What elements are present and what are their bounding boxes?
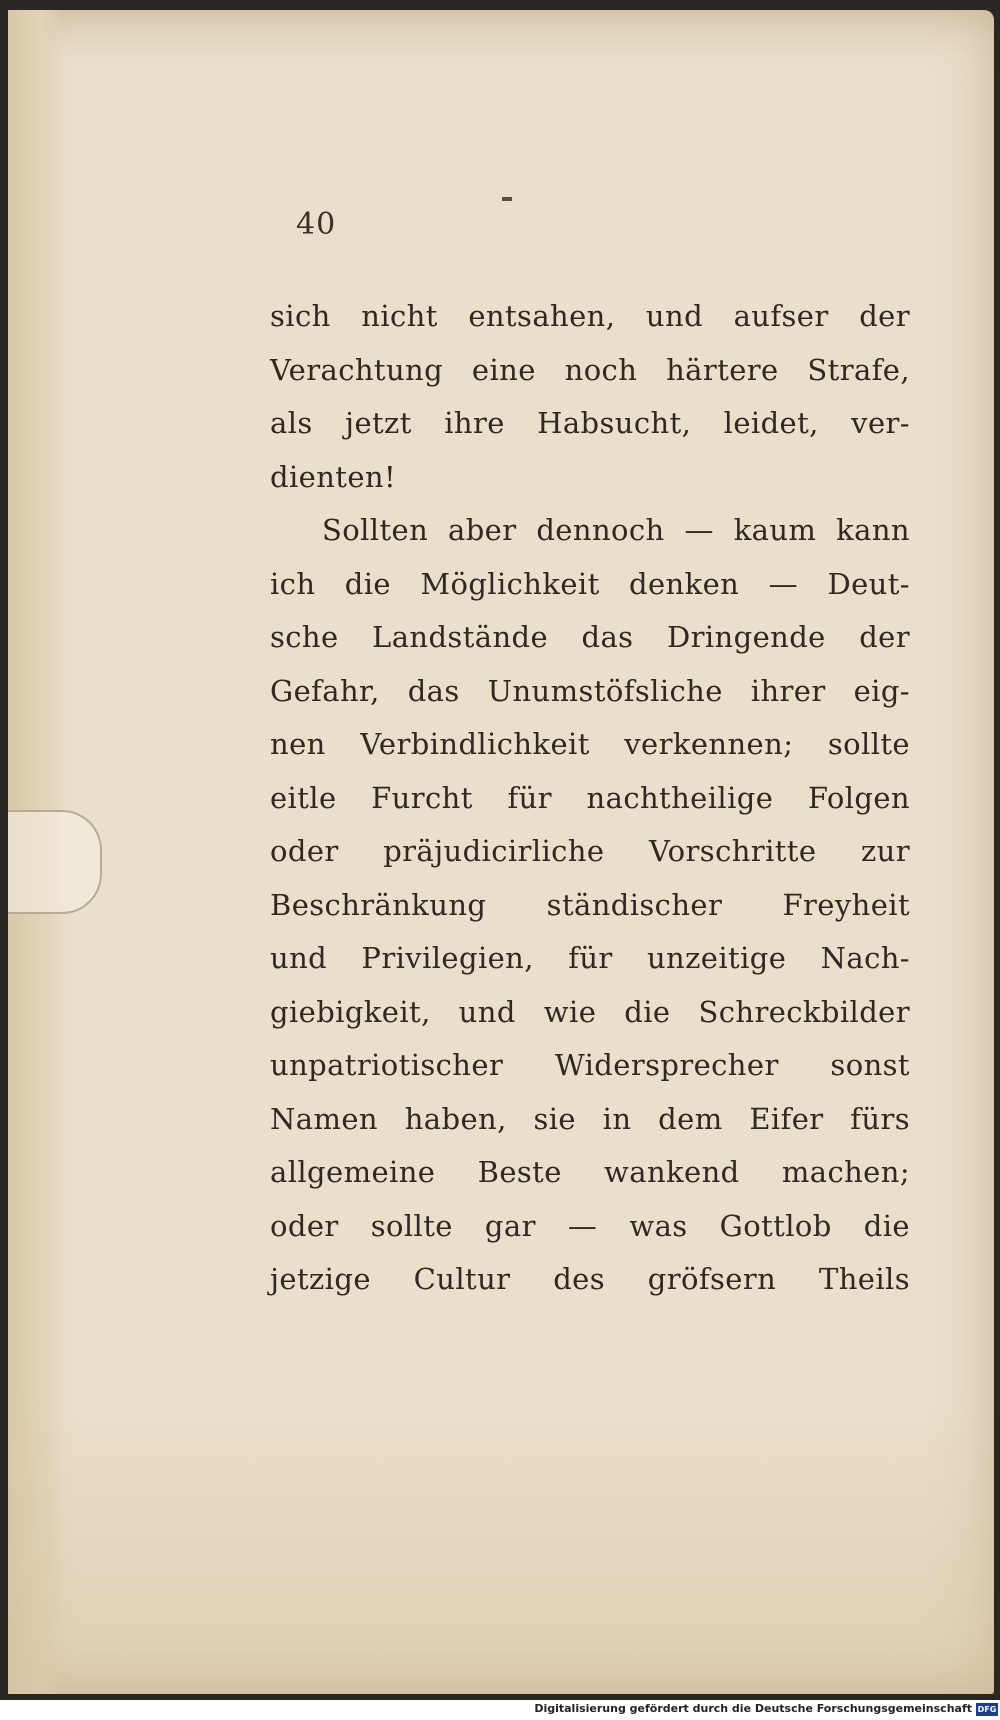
- text-line: ich die Möglichkeit denken — Deut-: [270, 566, 910, 601]
- digitization-footer: [0, 1700, 1000, 1720]
- text-line: allgemeine Beste wankend machen;: [270, 1155, 910, 1189]
- text-line: sich nicht entsahen, und aufser der: [270, 299, 910, 333]
- text-line: oder sollte gar — was Gottlob die: [270, 1208, 910, 1243]
- text-line: unpatriotischer Widersprecher sonst: [270, 1048, 910, 1082]
- dfg-logo: DFG: [977, 1705, 997, 1714]
- text-line: jetzige Cultur des gröfsern Theils: [270, 1262, 910, 1296]
- body-text: [270, 290, 910, 1307]
- bookmark-strip: [8, 810, 102, 914]
- text-line: nen Verbindlichkeit verkennen; sollte: [270, 727, 910, 761]
- text-line: sche Landstände das Dringende der: [270, 620, 910, 654]
- text-line: Namen haben, sie in dem Eifer fürs: [270, 1101, 910, 1136]
- text-line: Beschränkung ständischer Freyheit: [270, 887, 910, 922]
- text-line: Verachtung eine noch härtere Strafe,: [270, 352, 910, 387]
- text-line: giebigkeit, und wie die Schreckbilder: [270, 994, 910, 1029]
- text-line: oder präjudicirliche Vorschritte zur: [270, 834, 910, 868]
- text-line: dienten!: [270, 459, 397, 494]
- page-stain: [8, 1394, 994, 1694]
- text-line: Gefahr, das Unumstöfsliche ihrer eig-: [270, 673, 910, 708]
- funding-credit: Digitalisierung gefördert durch die Deutsche Forschungsgemeinschaft: [534, 1702, 972, 1715]
- print-mark: [502, 197, 512, 201]
- text-line: und Privilegien, für unzeitige Nach-: [270, 941, 910, 975]
- text-line: eitle Furcht für nachtheilige Folgen: [270, 780, 910, 815]
- text-line: als jetzt ihre Habsucht, leidet, ver-: [270, 406, 910, 440]
- page-number: 40: [296, 207, 337, 242]
- text-line-indented: Sollten aber dennoch — kaum kann: [322, 513, 910, 547]
